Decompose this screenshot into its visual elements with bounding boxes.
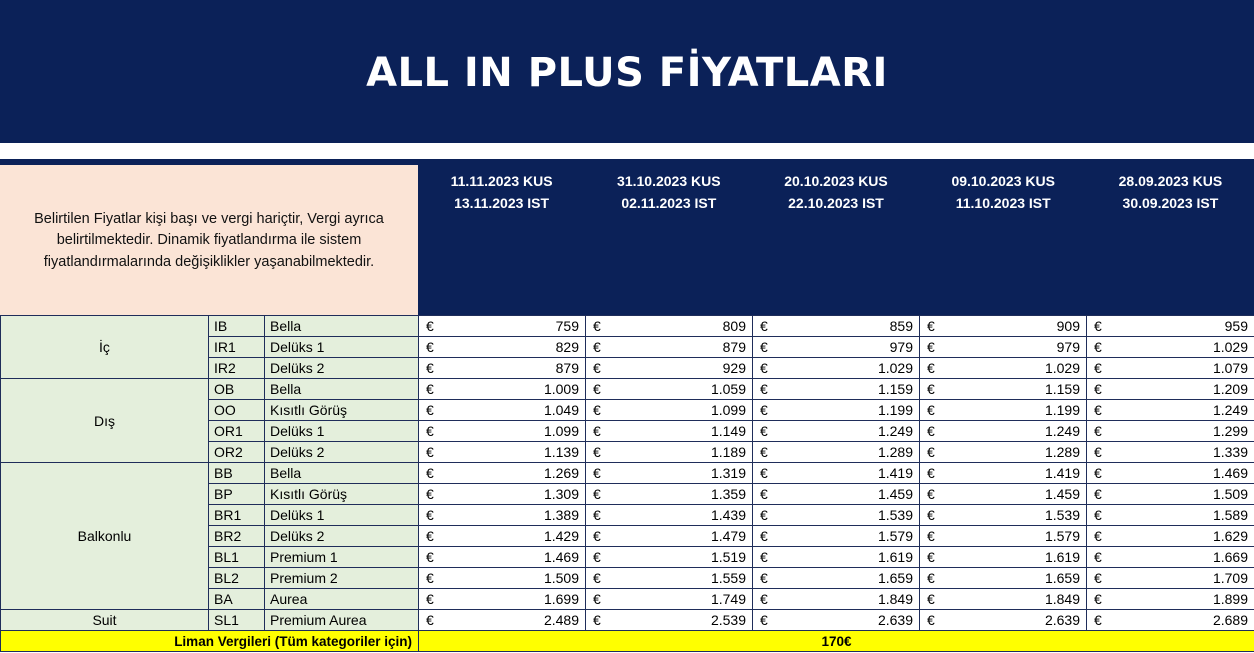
price-cell: 1.629 [1109,526,1254,547]
price-cell: 1.469 [1109,463,1254,484]
date-start: 31.10.2023 KUS [617,173,721,189]
price-cell: 1.199 [942,400,1087,421]
room-name: Premium Aurea [265,610,419,631]
room-name: Delüks 1 [265,337,419,358]
currency-symbol: € [419,610,441,631]
currency-symbol: € [920,526,942,547]
price-cell: 759 [441,316,586,337]
currency-symbol: € [1087,379,1109,400]
room-code: IR1 [209,337,265,358]
currency-symbol: € [1087,610,1109,631]
room-code: BB [209,463,265,484]
currency-symbol: € [920,337,942,358]
price-cell: 879 [608,337,753,358]
price-cell: 979 [775,337,920,358]
price-cell: 1.099 [441,421,586,442]
table-row [1,379,1254,400]
currency-symbol: € [920,400,942,421]
price-cell: 1.009 [441,379,586,400]
price-cell: 1.479 [608,526,753,547]
currency-symbol: € [753,358,775,379]
category-label: Balkonlu [1,463,209,610]
room-name: Delüks 2 [265,358,419,379]
currency-symbol: € [753,337,775,358]
currency-symbol: € [419,484,441,505]
price-cell: 2.489 [441,610,586,631]
currency-symbol: € [920,505,942,526]
port-tax-value: 170€ [419,631,1254,652]
date-start: 20.10.2023 KUS [784,173,888,189]
price-cell: 859 [775,316,920,337]
room-name: Aurea [265,589,419,610]
currency-symbol: € [753,421,775,442]
currency-symbol: € [753,547,775,568]
currency-symbol: € [753,400,775,421]
price-cell: 1.579 [775,526,920,547]
price-cell: 1.659 [942,568,1087,589]
price-cell: 879 [441,358,586,379]
date-column-1 [418,165,585,315]
price-cell: 1.539 [775,505,920,526]
price-cell: 1.709 [1109,568,1254,589]
price-cell: 1.459 [775,484,920,505]
price-cell: 979 [942,337,1087,358]
price-cell: 1.849 [775,589,920,610]
price-cell: 1.309 [441,484,586,505]
price-cell: 1.749 [608,589,753,610]
price-cell: 1.579 [942,526,1087,547]
currency-symbol: € [920,379,942,400]
currency-symbol: € [586,379,608,400]
room-code: OR1 [209,421,265,442]
price-cell: 1.389 [441,505,586,526]
room-code: BR2 [209,526,265,547]
room-name: Premium 1 [265,547,419,568]
currency-symbol: € [586,568,608,589]
room-code: OR2 [209,442,265,463]
date-end: 13.11.2023 IST [454,195,550,211]
price-cell: 1.509 [1109,484,1254,505]
price-cell: 1.249 [775,421,920,442]
currency-symbol: € [586,589,608,610]
category-label: Dış [1,379,209,463]
price-cell: 1.079 [1109,358,1254,379]
currency-symbol: € [753,610,775,631]
room-code: OB [209,379,265,400]
price-table [0,315,1254,652]
room-name: Kısıtlı Görüş [265,484,419,505]
currency-symbol: € [419,337,441,358]
room-code: IR2 [209,358,265,379]
currency-symbol: € [1087,526,1109,547]
currency-symbol: € [419,589,441,610]
currency-symbol: € [1087,568,1109,589]
currency-symbol: € [753,463,775,484]
price-cell: 1.249 [942,421,1087,442]
price-cell: 2.639 [942,610,1087,631]
currency-symbol: € [753,379,775,400]
price-cell: 1.359 [608,484,753,505]
currency-symbol: € [1087,547,1109,568]
price-cell: 1.049 [441,400,586,421]
price-cell: 1.099 [608,400,753,421]
price-cell: 1.619 [942,547,1087,568]
currency-symbol: € [753,526,775,547]
room-name: Bella [265,316,419,337]
currency-symbol: € [586,400,608,421]
currency-symbol: € [920,484,942,505]
currency-symbol: € [419,505,441,526]
room-code: IB [209,316,265,337]
date-column-2 [585,165,752,315]
table-row [1,463,1254,484]
currency-symbol: € [419,526,441,547]
price-cell: 1.429 [441,526,586,547]
date-start: 09.10.2023 KUS [951,173,1055,189]
currency-symbol: € [1087,463,1109,484]
currency-symbol: € [920,442,942,463]
currency-symbol: € [586,505,608,526]
price-cell: 1.149 [608,421,753,442]
price-cell: 1.419 [775,463,920,484]
price-cell: 1.059 [608,379,753,400]
currency-symbol: € [586,421,608,442]
price-cell: 1.659 [775,568,920,589]
currency-symbol: € [1087,337,1109,358]
currency-symbol: € [753,589,775,610]
room-name: Bella [265,463,419,484]
currency-symbol: € [419,463,441,484]
price-cell: 1.209 [1109,379,1254,400]
currency-symbol: € [920,610,942,631]
currency-symbol: € [419,379,441,400]
port-tax-row [1,631,1254,652]
category-label: İç [1,316,209,379]
price-cell: 1.619 [775,547,920,568]
price-cell: 2.689 [1109,610,1254,631]
room-name: Delüks 2 [265,442,419,463]
price-cell: 1.509 [441,568,586,589]
currency-symbol: € [586,463,608,484]
room-code: BR1 [209,505,265,526]
date-start: 28.09.2023 KUS [1118,173,1223,189]
price-cell: 909 [942,316,1087,337]
price-cell: 1.559 [608,568,753,589]
room-code: OO [209,400,265,421]
price-cell: 1.139 [441,442,586,463]
price-cell: 1.439 [608,505,753,526]
room-code: BL2 [209,568,265,589]
price-cell: 1.419 [942,463,1087,484]
port-tax-label: Liman Vergileri (Tüm kategoriler için) [1,631,419,652]
price-cell: 959 [1109,316,1254,337]
price-cell: 1.699 [441,589,586,610]
room-name: Kısıtlı Görüş [265,400,419,421]
currency-symbol: € [419,400,441,421]
currency-symbol: € [419,568,441,589]
date-column-4 [920,165,1087,315]
date-column-3 [752,165,919,315]
currency-symbol: € [586,442,608,463]
room-code: SL1 [209,610,265,631]
price-cell: 1.249 [1109,400,1254,421]
table-row [1,610,1254,631]
table-row [1,316,1254,337]
currency-symbol: € [419,358,441,379]
currency-symbol: € [920,316,942,337]
room-name: Delüks 1 [265,421,419,442]
date-column-5 [1087,165,1254,315]
currency-symbol: € [1087,442,1109,463]
currency-symbol: € [586,610,608,631]
currency-symbol: € [1087,316,1109,337]
room-code: BP [209,484,265,505]
currency-symbol: € [1087,358,1109,379]
price-cell: 1.669 [1109,547,1254,568]
price-cell: 2.539 [608,610,753,631]
date-start: 11.11.2023 KUS [450,173,553,189]
price-cell: 1.159 [942,379,1087,400]
currency-symbol: € [1087,421,1109,442]
currency-symbol: € [1087,400,1109,421]
currency-symbol: € [419,421,441,442]
price-cell: 1.189 [608,442,753,463]
room-name: Bella [265,379,419,400]
currency-symbol: € [419,547,441,568]
price-cell: 1.469 [441,547,586,568]
page-title: ALL IN PLUS FİYATLARI [366,49,888,96]
room-code: BL1 [209,547,265,568]
price-cell: 1.519 [608,547,753,568]
currency-symbol: € [1087,589,1109,610]
price-cell: 1.299 [1109,421,1254,442]
room-name: Delüks 2 [265,526,419,547]
currency-symbol: € [586,337,608,358]
title-banner [0,0,1254,143]
currency-symbol: € [753,484,775,505]
date-header-row [418,165,1254,315]
currency-symbol: € [920,568,942,589]
price-cell: 1.459 [942,484,1087,505]
currency-symbol: € [586,484,608,505]
price-cell: 809 [608,316,753,337]
price-cell: 1.029 [775,358,920,379]
room-name: Delüks 1 [265,505,419,526]
price-cell: 929 [608,358,753,379]
price-cell: 1.159 [775,379,920,400]
price-cell: 1.199 [775,400,920,421]
currency-symbol: € [920,358,942,379]
price-cell: 1.269 [441,463,586,484]
date-end: 30.09.2023 IST [1122,195,1219,211]
price-cell: 1.289 [942,442,1087,463]
currency-symbol: € [586,316,608,337]
date-end: 22.10.2023 IST [788,195,884,211]
currency-symbol: € [586,547,608,568]
currency-symbol: € [920,547,942,568]
price-cell: 2.639 [775,610,920,631]
room-code: BA [209,589,265,610]
currency-symbol: € [753,505,775,526]
price-cell: 1.899 [1109,589,1254,610]
price-cell: 1.289 [775,442,920,463]
price-cell: 1.319 [608,463,753,484]
room-name: Premium 2 [265,568,419,589]
category-label: Suit [1,610,209,631]
price-cell: 1.849 [942,589,1087,610]
currency-symbol: € [753,442,775,463]
price-cell: 1.339 [1109,442,1254,463]
pricing-note: Belirtilen Fiyatlar kişi başı ve vergi hariçtir, Vergi ayrıca belirtilmektedir. Dinamik fiyatlandırma ile sistem fiyatlandırmalarında değişiklikler yaşanabilmektedir. [0,165,418,315]
currency-symbol: € [753,568,775,589]
price-cell: 1.029 [942,358,1087,379]
currency-symbol: € [1087,484,1109,505]
date-end: 11.10.2023 IST [955,195,1051,211]
currency-symbol: € [586,358,608,379]
currency-symbol: € [586,526,608,547]
price-cell: 1.029 [1109,337,1254,358]
currency-symbol: € [920,421,942,442]
date-end: 02.11.2023 IST [621,195,717,211]
currency-symbol: € [419,442,441,463]
currency-symbol: € [753,316,775,337]
price-cell: 1.589 [1109,505,1254,526]
price-cell: 1.539 [942,505,1087,526]
currency-symbol: € [419,316,441,337]
currency-symbol: € [920,589,942,610]
price-cell: 829 [441,337,586,358]
currency-symbol: € [920,463,942,484]
currency-symbol: € [1087,505,1109,526]
